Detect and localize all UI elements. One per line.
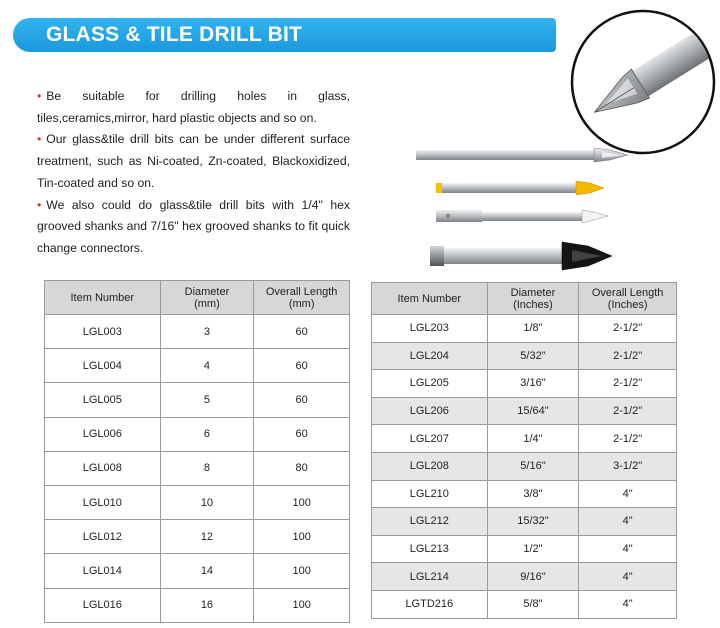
bullet-icon: •	[37, 197, 42, 212]
cell-diameter: 15/64"	[487, 397, 579, 425]
cell-overall-length: 60	[254, 417, 350, 451]
cell-item-number: LGL203	[372, 315, 488, 343]
bit-yellow-tip	[436, 181, 604, 195]
cell-overall-length: 100	[254, 588, 350, 622]
cell-item-number: LGL212	[372, 508, 488, 536]
cell-item-number: LGL016	[45, 588, 161, 622]
cell-diameter: 3	[160, 315, 254, 349]
col-header-overall-length: Overall Length (mm)	[254, 281, 350, 315]
cell-diameter: 3/8"	[487, 480, 579, 508]
cell-overall-length: 60	[254, 315, 350, 349]
cell-overall-length: 100	[254, 520, 350, 554]
cell-diameter: 1/4"	[487, 425, 579, 453]
page-title: GLASS & TILE DRILL BIT	[46, 23, 303, 46]
cell-overall-length: 2-1/2"	[579, 315, 677, 343]
cell-item-number: LGL213	[372, 535, 488, 563]
description-paragraph	[37, 129, 350, 194]
cell-overall-length: 4"	[579, 480, 677, 508]
title-bar	[13, 18, 556, 52]
bullet-icon: •	[37, 89, 42, 103]
product-description	[37, 86, 350, 260]
description-text: Be suitable for drilling holes in glass, tiles,ceramics,mirror, hard plastic objects and so on.	[37, 89, 350, 125]
bit-straight-shank	[416, 148, 628, 162]
col-header-diameter: Diameter (Inches)	[487, 283, 579, 315]
cell-diameter: 5/8"	[487, 590, 579, 618]
cell-overall-length: 100	[254, 554, 350, 588]
cell-item-number: LGL008	[45, 451, 161, 485]
cell-item-number: LGL205	[372, 370, 488, 398]
cell-diameter: 1/8"	[487, 315, 579, 343]
metric-size-table	[44, 280, 350, 623]
cell-item-number: LGTD216	[372, 590, 488, 618]
cell-overall-length: 2-1/2"	[579, 425, 677, 453]
cell-overall-length: 60	[254, 349, 350, 383]
cell-diameter: 6	[160, 417, 254, 451]
drill-tip-closeup-image	[570, 9, 716, 155]
table-row	[372, 342, 677, 370]
cell-item-number: LGL012	[45, 520, 161, 554]
col-header-item-number: Item Number	[372, 283, 488, 315]
description-paragraph	[37, 195, 350, 260]
cell-diameter: 4	[160, 349, 254, 383]
drill-bits-image	[412, 138, 642, 278]
cell-overall-length: 2-1/2"	[579, 397, 677, 425]
table-row	[372, 508, 677, 536]
cell-item-number: LGL208	[372, 452, 488, 480]
cell-overall-length: 4"	[579, 535, 677, 563]
table-row	[372, 535, 677, 563]
cell-diameter: 5/32"	[487, 342, 579, 370]
table-row	[372, 452, 677, 480]
table-row	[45, 383, 350, 417]
inch-size-table	[371, 282, 677, 619]
table-row	[45, 554, 350, 588]
table-row	[372, 563, 677, 591]
cell-diameter: 1/2"	[487, 535, 579, 563]
table-row	[45, 451, 350, 485]
cell-overall-length: 100	[254, 485, 350, 519]
cell-item-number: LGL210	[372, 480, 488, 508]
table-row	[372, 315, 677, 343]
cell-overall-length: 80	[254, 451, 350, 485]
cell-item-number: LGL006	[45, 417, 161, 451]
bit-hex-shank	[436, 210, 608, 223]
col-header-overall-length: Overall Length (Inches)	[579, 283, 677, 315]
bullet-icon: •	[37, 132, 42, 147]
cell-diameter: 9/16"	[487, 563, 579, 591]
description-paragraph	[37, 86, 350, 129]
cell-overall-length: 4"	[579, 590, 677, 618]
cell-item-number: LGL214	[372, 563, 488, 591]
cell-item-number: LGL005	[45, 383, 161, 417]
cell-diameter: 5	[160, 383, 254, 417]
cell-diameter: 8	[160, 451, 254, 485]
cell-item-number: LGL003	[45, 315, 161, 349]
table-header-row	[372, 283, 677, 315]
table-row	[45, 349, 350, 383]
cell-overall-length: 60	[254, 383, 350, 417]
cell-overall-length: 2-1/2"	[579, 370, 677, 398]
cell-diameter: 5/16"	[487, 452, 579, 480]
table-row	[45, 417, 350, 451]
table-row	[45, 520, 350, 554]
cell-diameter: 3/16"	[487, 370, 579, 398]
table-header-row	[45, 281, 350, 315]
bit-black-tip	[430, 242, 612, 270]
cell-item-number: LGL207	[372, 425, 488, 453]
cell-overall-length: 2-1/2"	[579, 342, 677, 370]
table-row	[372, 370, 677, 398]
cell-item-number: LGL004	[45, 349, 161, 383]
cell-diameter: 15/32"	[487, 508, 579, 536]
description-text: We also could do glass&tile drill bits with 1/4" hex grooved shanks and 7/16" hex grooved shanks to fit quick change connectors.	[37, 197, 350, 255]
cell-diameter: 16	[160, 588, 254, 622]
cell-item-number: LGL206	[372, 397, 488, 425]
description-text: Our glass&tile drill bits can be under different surface treatment, such as Ni-coated, Zn-coated, Blackoxidized, Tin-coated and so on.	[37, 132, 350, 190]
cell-diameter: 10	[160, 485, 254, 519]
table-row	[45, 588, 350, 622]
col-header-diameter: Diameter (mm)	[160, 281, 254, 315]
table-row	[372, 480, 677, 508]
table-row	[45, 315, 350, 349]
cell-overall-length: 4"	[579, 508, 677, 536]
table-row	[372, 397, 677, 425]
cell-diameter: 14	[160, 554, 254, 588]
cell-item-number: LGL014	[45, 554, 161, 588]
cell-item-number: LGL204	[372, 342, 488, 370]
cell-item-number: LGL010	[45, 485, 161, 519]
cell-diameter: 12	[160, 520, 254, 554]
cell-overall-length: 4"	[579, 563, 677, 591]
table-row	[372, 590, 677, 618]
table-row	[45, 485, 350, 519]
col-header-item-number: Item Number	[45, 281, 161, 315]
table-row	[372, 425, 677, 453]
cell-overall-length: 3-1/2"	[579, 452, 677, 480]
